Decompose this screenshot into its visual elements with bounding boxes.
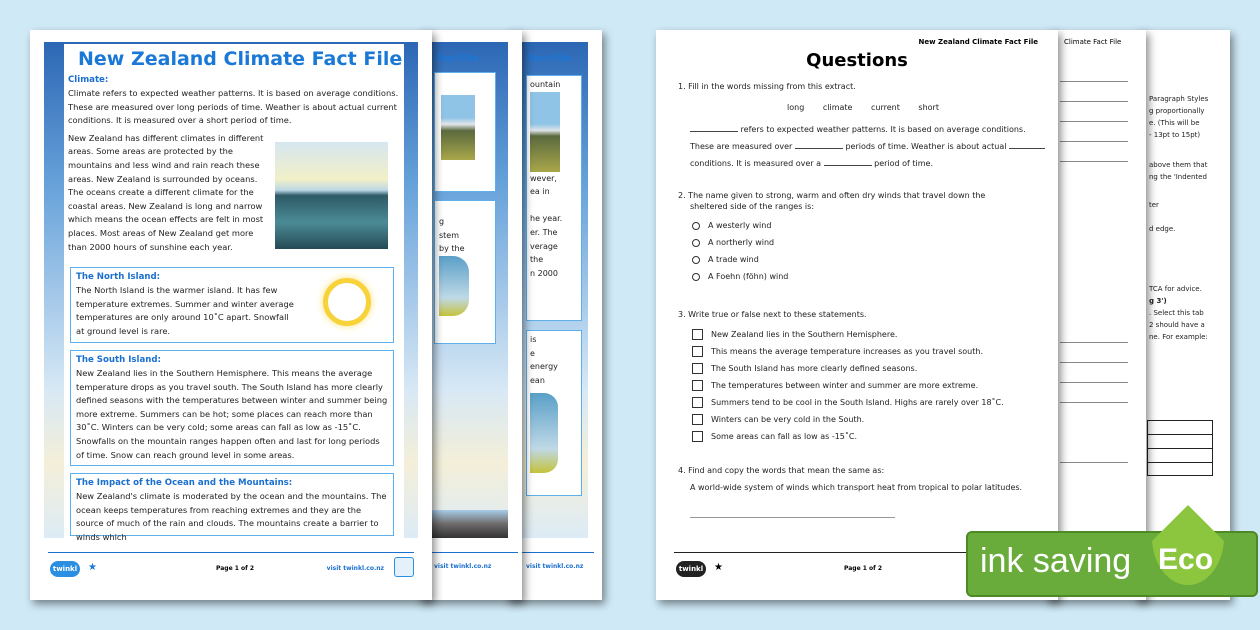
blank-input[interactable] bbox=[690, 123, 738, 132]
radio-option[interactable] bbox=[692, 234, 1018, 251]
statement bbox=[692, 377, 1048, 394]
section-heading: The South Island: bbox=[76, 355, 161, 365]
statement-text: Some areas can fall as low as -15˚C. bbox=[711, 432, 858, 441]
text-fragment: ountain bbox=[530, 80, 561, 89]
text-fragment: TCA for advice. bbox=[1149, 285, 1202, 293]
answer-box[interactable] bbox=[692, 380, 703, 391]
statement bbox=[692, 411, 1048, 428]
radio-option[interactable] bbox=[692, 251, 1018, 268]
question-2 bbox=[678, 190, 1018, 285]
wind-map-image bbox=[439, 256, 469, 316]
south-island-box bbox=[70, 350, 394, 466]
text-fragment: verage bbox=[530, 241, 558, 251]
fact-file-page-2 bbox=[418, 30, 522, 600]
answer-box[interactable] bbox=[692, 431, 703, 442]
question-1 bbox=[678, 78, 1048, 172]
page-title: Questions bbox=[806, 50, 908, 71]
answer-box[interactable] bbox=[692, 397, 703, 408]
page-number: Page 1 of 2 bbox=[216, 565, 254, 572]
blank-input[interactable] bbox=[1009, 140, 1045, 149]
text-fragment: n 2000 bbox=[530, 268, 558, 278]
section-text: New Zealand lies in the Southern Hemisphere. This means the average temperature drops as you travel south. The South Island has more clearly defined seasons with the temperatures between winter and summer being more extreme. Summers can be hot; some places can reach more than 30˚C. Winters can be very cold; some areas can fall as low as -15˚C. Snowfalls on the mountain ranges happen often and last for long periods of time. Snow can reach ground level in some areas. bbox=[76, 368, 388, 460]
statement-text: New Zealand lies in the Southern Hemisphere. bbox=[711, 330, 898, 339]
radio-button[interactable] bbox=[692, 256, 700, 264]
sun-image bbox=[323, 278, 371, 326]
text-fragment: e. (This will be bbox=[1149, 119, 1200, 127]
twinkl-logo: twinkl bbox=[676, 561, 706, 577]
footer-url[interactable]: visit twinkl.co.nz bbox=[326, 565, 384, 572]
ocean-image bbox=[275, 142, 388, 249]
statement bbox=[692, 326, 1048, 343]
text-fragment: - 13pt to 15pt) bbox=[1149, 131, 1201, 139]
statement-text: Winters can be very cold in the South. bbox=[711, 415, 865, 424]
text-fragment: Paragraph Styles bbox=[1149, 95, 1209, 103]
footer-url[interactable]: visit twinkl.co.nz bbox=[434, 563, 492, 570]
option-label: A northerly wind bbox=[708, 238, 775, 247]
radio-button[interactable] bbox=[692, 273, 700, 281]
text-fragment: wever, bbox=[530, 173, 557, 183]
section-heading: Climate: bbox=[68, 75, 109, 85]
blank-input[interactable] bbox=[795, 140, 843, 149]
page-header: Climate Fact File bbox=[1064, 38, 1122, 46]
section-text: Climate refers to expected weather patterns. It is based on average conditions. These are measured over long periods of time. Weather is about actual current conditions. It is measured over a short period of time. bbox=[68, 88, 399, 126]
text-fragment: ng the 'Indented bbox=[1149, 173, 1207, 181]
radio-button[interactable] bbox=[692, 222, 700, 230]
word: climate bbox=[822, 103, 853, 112]
section-text: The North Island is the warmer island. It has few temperature extremes. Summer and winter average temperatures are only around 10˚C apart. Snowfall at ground level is rare. bbox=[76, 285, 294, 336]
text-box bbox=[434, 200, 496, 344]
radio-option[interactable] bbox=[692, 217, 1018, 234]
text-fragment: energy bbox=[530, 362, 558, 372]
statement-text: Summers tend to be cool in the South Island. Highs are rarely over 18˚C. bbox=[711, 398, 1004, 407]
wind-map-image bbox=[530, 393, 558, 473]
text-fragment: . Select this tab bbox=[1149, 309, 1204, 317]
question-4 bbox=[678, 462, 1048, 496]
section-heading: The Impact of the Ocean and the Mountains: bbox=[76, 478, 293, 488]
question-prompt: 1. Fill in the words missing from this extract. bbox=[678, 82, 856, 91]
text-fragment: ea in bbox=[530, 187, 550, 197]
text: periods of time. Weather is about actual bbox=[845, 142, 1007, 151]
question-prompt: 3. Write true or false next to these statements. bbox=[678, 310, 867, 319]
question-prompt: 2. The name given to strong, warm and often dry winds that travel down the sheltered side of the ranges is: bbox=[678, 191, 986, 211]
text-fragment: the bbox=[530, 255, 544, 265]
option-label: A trade wind bbox=[708, 255, 759, 264]
twinkl-logo: twinkl bbox=[50, 561, 80, 577]
statement bbox=[692, 360, 1048, 377]
answer-box[interactable] bbox=[692, 363, 703, 374]
image-box bbox=[434, 72, 496, 192]
question-prompt: 4. Find and copy the words that mean the same as: bbox=[678, 466, 885, 475]
statement bbox=[692, 394, 1048, 411]
text-fragment: ean bbox=[530, 375, 545, 385]
text-fragment: e bbox=[530, 348, 535, 358]
text-fragment: er. The bbox=[530, 227, 558, 237]
text-box bbox=[526, 330, 582, 496]
north-island-box bbox=[70, 267, 394, 343]
word: long bbox=[787, 103, 805, 112]
eco-label: Eco bbox=[1158, 543, 1214, 576]
word-bank bbox=[678, 99, 1048, 116]
option-label: A Foehn (föhn) wind bbox=[708, 272, 789, 281]
word: current bbox=[871, 103, 900, 112]
text-fragment: d edge. bbox=[1149, 225, 1176, 233]
text: period of time. bbox=[874, 159, 934, 168]
text-fragment: g 3') bbox=[1149, 297, 1167, 305]
page-title: New Zealand Climate Fact File bbox=[78, 48, 403, 70]
quality-badge-icon bbox=[394, 557, 414, 577]
text-fragment: he year. bbox=[530, 214, 563, 224]
star-icon[interactable]: ★ bbox=[714, 562, 723, 573]
badge-text: ink saving bbox=[980, 542, 1132, 580]
table bbox=[1147, 420, 1213, 476]
statement-text: This means the average temperature increases as you travel south. bbox=[711, 347, 983, 356]
text-fragment: g bbox=[439, 217, 445, 226]
text-fragment: 2 should have a bbox=[1149, 321, 1205, 329]
text: conditions. It is measured over a bbox=[690, 159, 822, 168]
option-label: A westerly wind bbox=[708, 221, 772, 230]
text-fragment: ne. For example: bbox=[1149, 333, 1208, 341]
answer-box[interactable] bbox=[692, 329, 703, 340]
text-fragment: is bbox=[530, 335, 537, 344]
questions-page bbox=[656, 30, 1058, 600]
text-box bbox=[526, 75, 582, 321]
answer-line[interactable] bbox=[690, 517, 895, 518]
page-number: Page 1 of 2 bbox=[844, 565, 882, 572]
star-icon[interactable]: ★ bbox=[88, 562, 97, 573]
text-fragment: above them that bbox=[1149, 161, 1208, 169]
statement bbox=[692, 343, 1048, 360]
section-heading: The North Island: bbox=[76, 272, 161, 282]
page-title: Fact File bbox=[436, 54, 479, 64]
text-fragment: ter bbox=[1149, 201, 1159, 209]
text: These are measured over bbox=[690, 142, 793, 151]
page-title: Fact File bbox=[528, 54, 571, 64]
section-text: New Zealand has different climates in different areas. Some areas are protected by the mountains and less wind and rain reach these areas. New Zealand is surrounded by oceans. The oceans create a different climate for the coastal areas. New Zealand is long and narrow which means the ocean effects are felt in most places. Most areas of New Zealand get more than 2000 hours of sunshine each year. bbox=[68, 132, 264, 252]
mountain-image bbox=[441, 95, 475, 160]
question-text: A world-wide system of winds which transport heat from tropical to polar latitudes. bbox=[690, 483, 1023, 492]
text-fragment: g proportionally bbox=[1149, 107, 1205, 115]
footer-url[interactable]: visit twinkl.co.nz bbox=[526, 563, 584, 570]
text-fragment: stem bbox=[439, 230, 460, 240]
statement-text: The temperatures between winter and summer are more extreme. bbox=[711, 381, 979, 390]
radio-option[interactable] bbox=[692, 268, 1018, 285]
page-header: New Zealand Climate Fact File bbox=[918, 38, 1038, 46]
radio-button[interactable] bbox=[692, 239, 700, 247]
question-3 bbox=[678, 306, 1048, 445]
statement bbox=[692, 428, 1048, 445]
text: refers to expected weather patterns. It is based on average conditions. bbox=[740, 125, 1026, 134]
impact-box bbox=[70, 473, 394, 542]
word: short bbox=[918, 103, 939, 112]
fact-file-page-1 bbox=[30, 30, 432, 600]
mountain-image bbox=[530, 92, 560, 172]
blank-input[interactable] bbox=[824, 157, 872, 166]
section-text: New Zealand's climate is moderated by the ocean and the mountains. The ocean keeps temperatures from reaching extremes and they are the source of much of the rain and clouds. The mountains create a barrier to winds which bbox=[76, 491, 387, 542]
statement-text: The South Island has more clearly defined seasons. bbox=[711, 364, 918, 373]
mountain-landscape-image bbox=[432, 510, 508, 538]
text-fragment: by the bbox=[439, 244, 465, 254]
back-page-1 bbox=[1046, 30, 1146, 600]
answer-box[interactable] bbox=[692, 414, 703, 425]
answer-box[interactable] bbox=[692, 346, 703, 357]
